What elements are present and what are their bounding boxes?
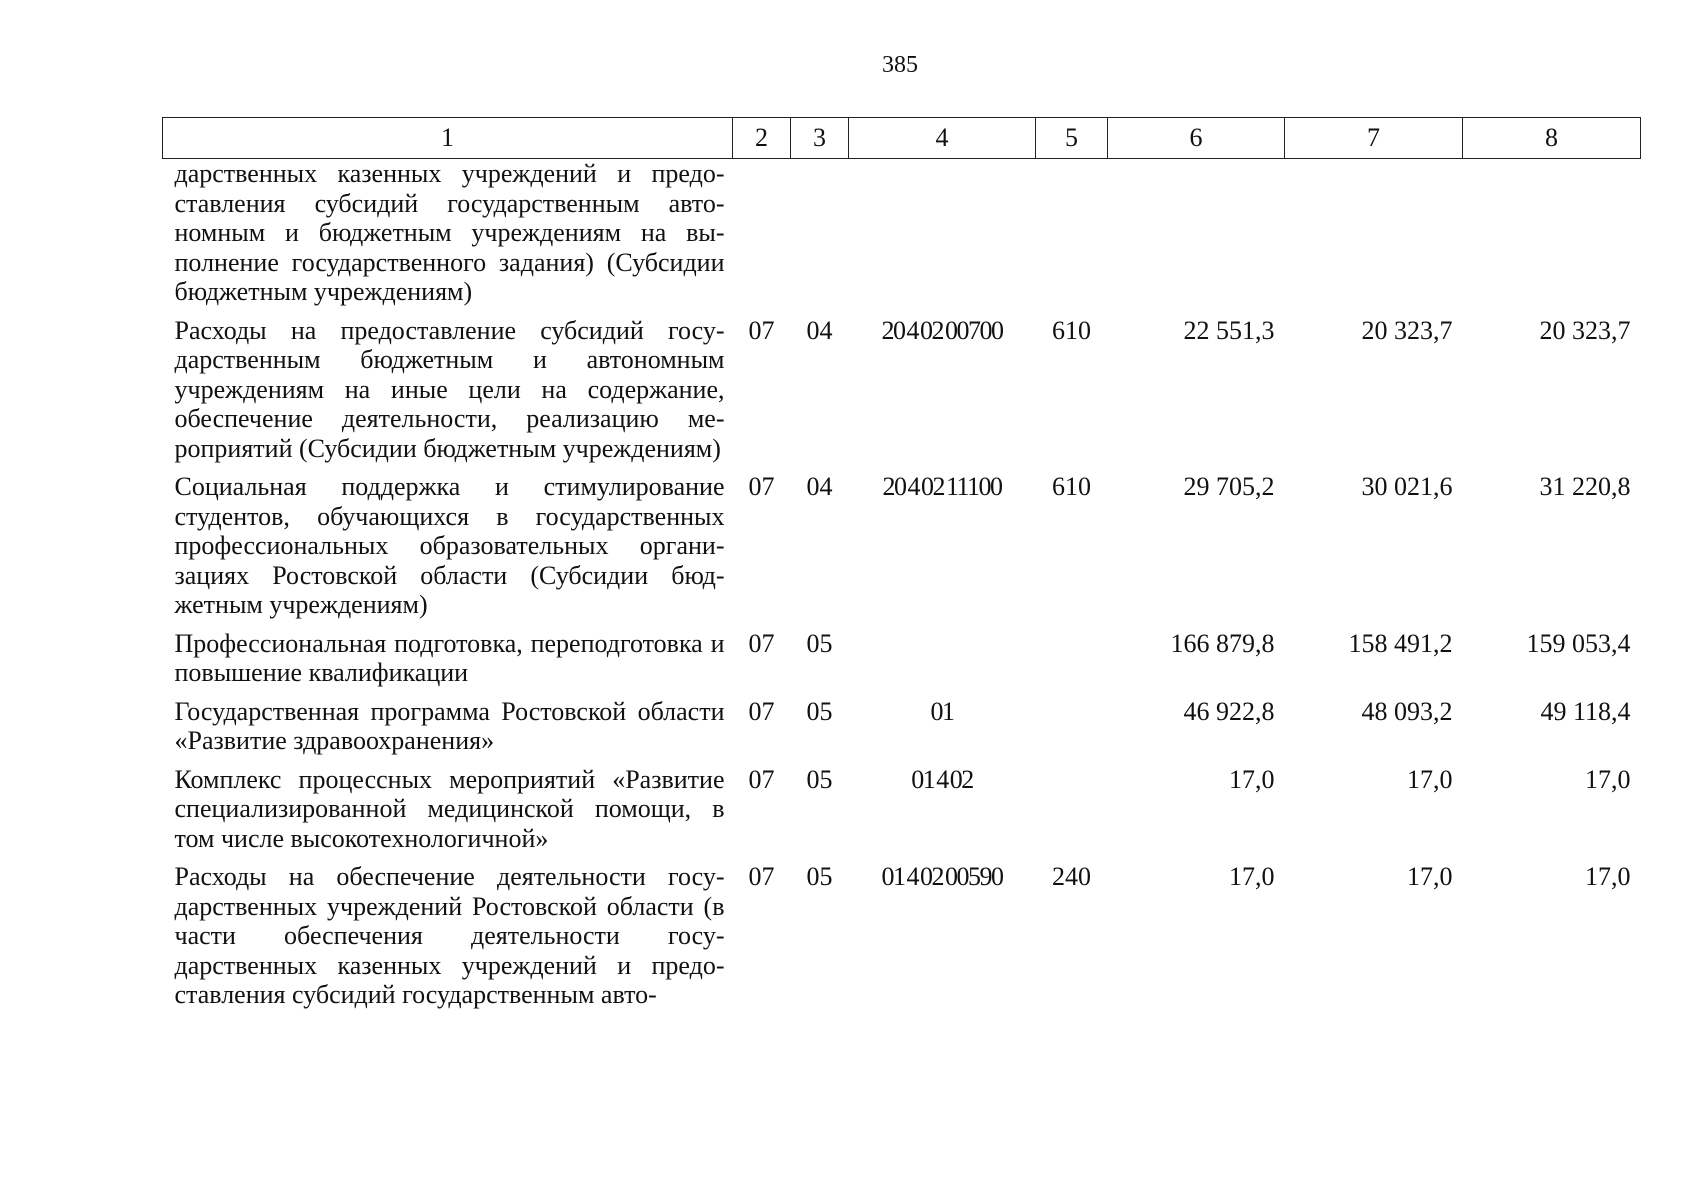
row-expense-type xyxy=(1036,697,1108,765)
row-name: дарственных казенных учреждений и предоставления субсидий государственным автономным и бюджетным учреждениям на выполнение государственного задания) (Субсидии бюджетным учреждениям) xyxy=(174,159,725,306)
column-header: 8 xyxy=(1463,118,1641,159)
row-subsection: 04 xyxy=(806,472,833,501)
row-value-col6: 46 922,8 xyxy=(1183,696,1275,726)
row-section: 07 xyxy=(748,696,775,726)
row-target-article: 20 4 02 00700 xyxy=(881,315,1003,345)
table-row xyxy=(163,159,1641,316)
row-value-col7: 20 323,7 xyxy=(1361,315,1453,345)
row-value-col6: 29 705,2 xyxy=(1183,472,1275,501)
row-subsection: 04 xyxy=(806,315,833,345)
row-expense-type: 610 xyxy=(1052,472,1091,501)
row-target-article: 01 4 02 00590 xyxy=(881,862,1003,891)
row-section: 07 xyxy=(748,764,775,794)
row-name: Комплекс процессных мероприятий «Развитие специализированной медицинской помощи, в том числе высокотехнологичной» xyxy=(174,764,725,853)
page-number: 385 xyxy=(882,52,918,78)
row-expense-type xyxy=(1036,159,1108,316)
table-body xyxy=(163,159,1641,1019)
header-row xyxy=(163,118,1641,159)
column-header: 6 xyxy=(1108,118,1285,159)
row-value-col7: 17,0 xyxy=(1407,862,1453,891)
row-expense-type xyxy=(1036,629,1108,697)
row-value-col6: 17,0 xyxy=(1229,764,1275,794)
row-name: Государственная программа Ростовской области «Развитие здравоохранения» xyxy=(174,696,725,755)
row-value-col6: 22 551,3 xyxy=(1183,315,1275,345)
row-name: Расходы на предоставление субсидий государственным бюджетным и автономным учреждениям на иные цели на содержание, обеспечение деятельности, реализацию мероприятий (Субсидии бюджетным учреждениям) xyxy=(174,315,725,463)
row-name: Расходы на обеспечение деятельности государственных учреждений Ростовской области (в части обеспечения деятельности государственных казенных учреждений и предоставления субсидий государственным авто- xyxy=(174,862,725,1009)
row-value-col8 xyxy=(1463,159,1641,316)
column-header: 1 xyxy=(163,118,733,159)
row-value-col8: 49 118,4 xyxy=(1540,696,1631,726)
table-row xyxy=(163,316,1641,473)
row-expense-type xyxy=(1036,765,1108,863)
column-header: 5 xyxy=(1036,118,1108,159)
row-section: 07 xyxy=(748,628,775,658)
row-expense-type: 240 xyxy=(1052,862,1091,891)
row-name: Профессиональная подготовка, переподготовка и повышение квалификации xyxy=(174,628,725,687)
column-header: 2 xyxy=(733,118,791,159)
row-value-col8: 17,0 xyxy=(1585,764,1631,794)
row-target-article: 20 4 02 11100 xyxy=(882,472,1002,501)
column-header: 3 xyxy=(791,118,849,159)
row-section: 07 xyxy=(748,315,775,345)
row-value-col6 xyxy=(1108,159,1285,316)
row-value-col8: 159 053,4 xyxy=(1526,628,1631,658)
row-value-col8: 17,0 xyxy=(1585,862,1631,891)
row-value-col8: 20 323,7 xyxy=(1539,315,1631,345)
column-header: 7 xyxy=(1285,118,1463,159)
row-target-article: 01 xyxy=(930,696,954,726)
row-subsection xyxy=(791,159,849,316)
row-name: Социальная поддержка и стимулирование студентов, обучающихся в государственных профессиональных образовательных организациях Ростовской области (Субсидии бюджетным учреждениям) xyxy=(174,472,725,619)
row-subsection: 05 xyxy=(806,764,833,794)
row-value-col7: 158 491,2 xyxy=(1348,628,1453,658)
row-value-col6: 17,0 xyxy=(1229,862,1275,891)
row-target-article xyxy=(849,159,1036,316)
column-header: 4 xyxy=(849,118,1036,159)
row-value-col7: 48 093,2 xyxy=(1361,696,1453,726)
row-target-article: 01 4 02 xyxy=(911,764,973,794)
row-section: 07 xyxy=(748,862,775,891)
row-section xyxy=(733,159,791,316)
row-value-col8: 31 220,8 xyxy=(1539,472,1631,501)
table-row xyxy=(163,697,1641,765)
row-target-article xyxy=(849,629,1036,697)
row-value-col7: 30 021,6 xyxy=(1361,472,1453,501)
table-row xyxy=(163,629,1641,697)
table-row xyxy=(163,765,1641,863)
row-section: 07 xyxy=(748,472,775,501)
row-expense-type: 610 xyxy=(1052,315,1091,345)
row-value-col6: 166 879,8 xyxy=(1170,628,1275,658)
table-row xyxy=(163,472,1641,629)
row-subsection: 05 xyxy=(806,628,833,658)
budget-table xyxy=(162,117,1641,1019)
row-subsection: 05 xyxy=(806,862,833,891)
row-value-col7 xyxy=(1285,159,1463,316)
table-header xyxy=(163,118,1641,159)
row-subsection: 05 xyxy=(806,696,833,726)
row-value-col7: 17,0 xyxy=(1407,764,1453,794)
table-row xyxy=(163,862,1641,1019)
